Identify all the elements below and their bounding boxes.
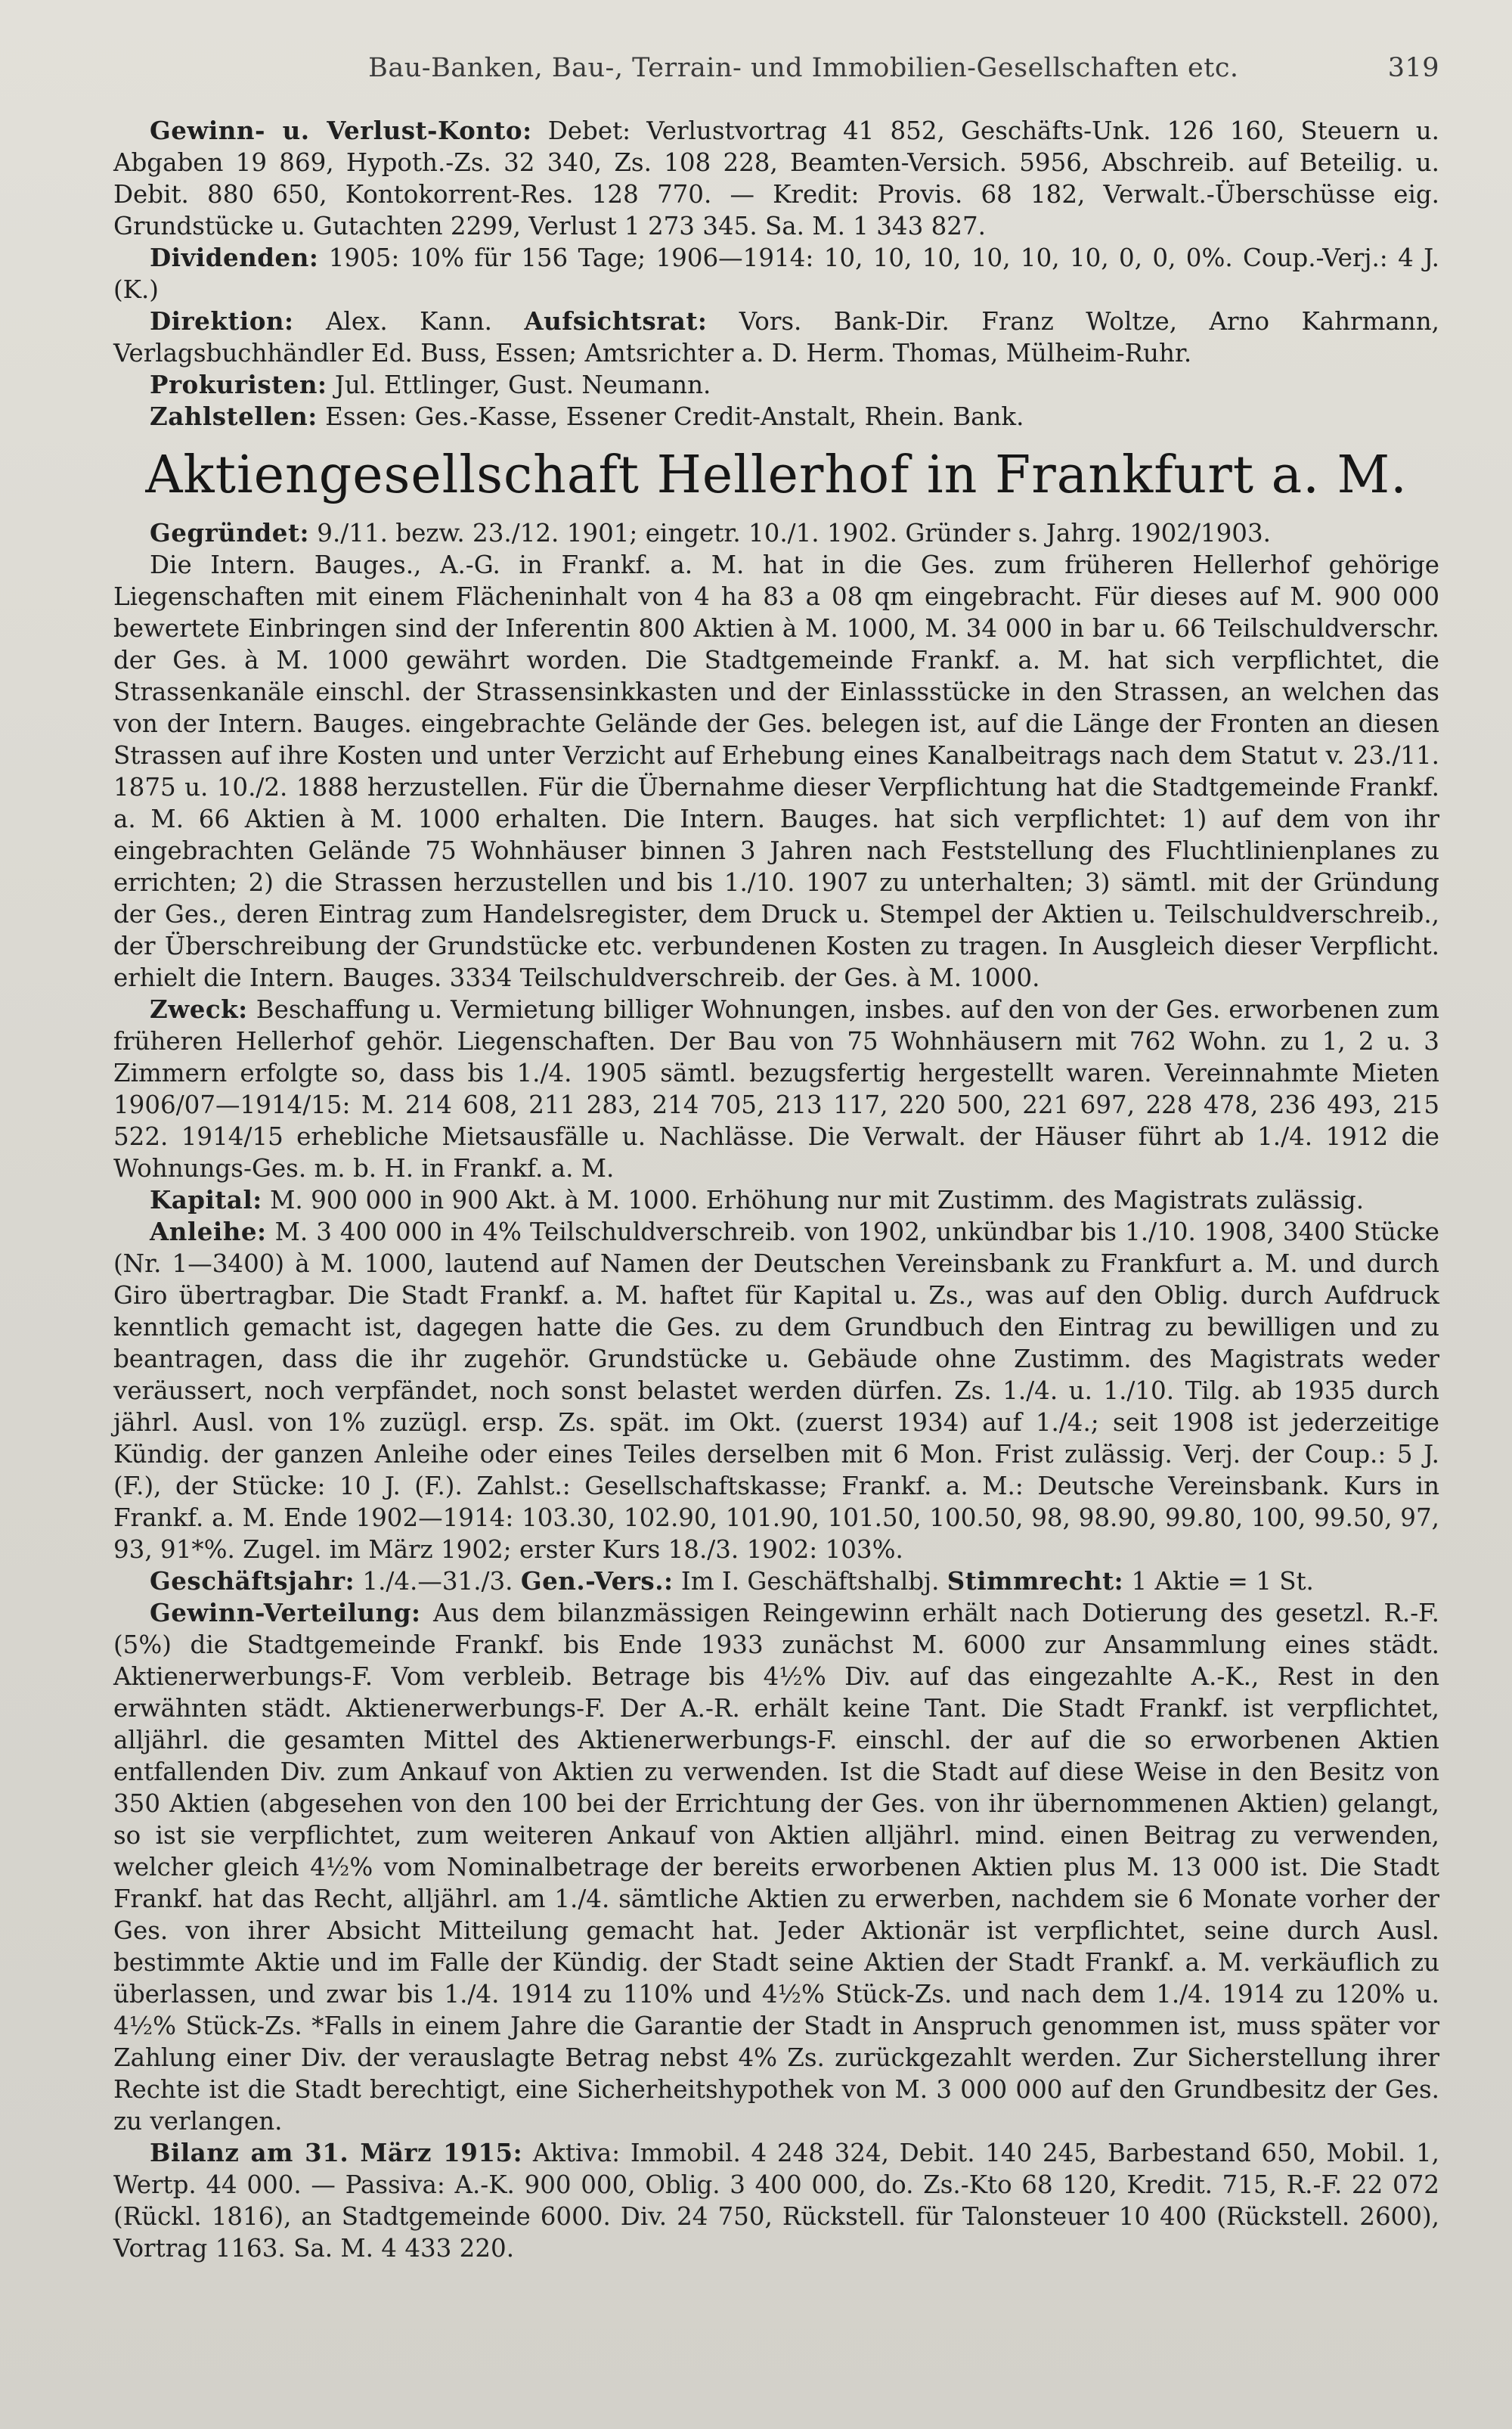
gegruendet-text: 9./11. bezw. 23./12. 1901; eingetr. 10./1. 1902. Gründer s. Jahrg. 1902/1903. [317, 519, 1271, 548]
zahlstellen-text: Essen: Ges.-Kasse, Essener Credit-Anstalt, Rhein. Bank. [325, 402, 1024, 431]
zahlstellen-label: Zahlstellen: [150, 402, 318, 431]
zahlstellen [113, 401, 1439, 433]
dividenden-label: Dividenden: [150, 243, 319, 272]
dividenden [113, 242, 1439, 306]
gegruendet [113, 517, 1439, 549]
company-name: Aktiengesellschaft Hellerhof in Frankfurt a. M. [145, 445, 1408, 505]
prokuristen-label: Prokuristen: [150, 370, 327, 399]
zweck-label: Zweck: [150, 994, 248, 1024]
geschaeftsjahr-text: 1./4.—31./3. [362, 1567, 513, 1596]
bilanz-text: Aktiva: Immobil. 4 248 324, Debit. 140 245, Barbestand 650, Mobil. 1, Wertp. 44 000. — Passiva: A.-K. 900 000, Oblig. 3 400 000, do. Zs.-Kto 68 120, Kredit. 715, R.-F. 22 072 (Rückl. 1816), an Stadtgemeinde 6000. Div. 24 750, Rückstell. für Talonsteuer 10 400 (Rückstell. 2600), Vortrag 1163. Sa. M. 4 433 220. [113, 2139, 1439, 2263]
kapital [113, 1184, 1439, 1216]
bilanz-label: Bilanz am 31. März 1915: [150, 2138, 523, 2167]
direktion-text: Alex. Kann. [325, 307, 492, 336]
zweck [113, 994, 1439, 1184]
geschaeftsjahr-label: Geschäftsjahr: [150, 1566, 355, 1596]
stimmrecht-text: 1 Aktie = 1 St. [1131, 1567, 1314, 1596]
anleihe-text: M. 3 400 000 in 4% Teilschuldverschreib. von 1902, unkündbar bis 1./10. 1908, 3400 Stücke (Nr. 1—3400) à M. 1000, lautend auf Namen der Deutschen Vereinsbank zu Frankfurt a. M. und durch Giro übertragbar. Die Stadt Frankf. a. M. haftet für Kapital u. Zs., was auf den Oblig. durch Aufdruck kenntlich gemacht ist, dagegen hatte die Ges. zu dem Grundbuch den Eintrag zu bewilligen und zu beantragen, dass die ihr zugehör. Grundstücke u. Gebäude ohne Zustimm. des Magistrats weder veräussert, noch verpfändet, noch sonst belastet werden dürfen. Zs. 1./4. u. 1./10. Tilg. ab 1935 durch jährl. Ausl. von 1% zuzügl. ersp. Zs. spät. im Okt. (zuerst 1934) auf 1./4.; seit 1908 ist jederzeitige Kündig. der ganzen Anleihe oder eines Teiles derselben mit 6 Mon. Frist zulässig. Verj. der Coup.: 5 J. (F.), der Stücke: 10 J. (F.). Zahlst.: Gesellschaftskasse; Frankf. a. M.: Deutsche Vereinsbank. Kurs in Frankf. a. M. Ende 1902—1914: 103.30, 102.90, 101.90, 101.50, 100.50, 98, 98.90, 99.80, 100, 99.50, 97, 93, 91*%. Zugel. im März 1902; erster Kurs 18./3. 1902: 103%. [113, 1218, 1439, 1564]
page-number: 319 [1387, 53, 1439, 83]
bilanz [113, 2137, 1439, 2264]
stimmrecht-label: Stimmrecht: [947, 1566, 1124, 1596]
geschaeftsjahr-line [113, 1565, 1439, 1597]
intro-paragraph: Die Intern. Bauges., A.-G. in Frankf. a. M. hat in die Ges. zum früheren Hellerhof gehörige Liegenschaften mit einem Flächeninhalt von 4 ha 83 a 08 qm eingebracht. Für dieses auf M. 900 000 bewertete Einbringen sind der Inferentin 800 Aktien à M. 1000, M. 34 000 in bar u. 66 Teilschuldverschr. der Ges. à M. 1000 gewährt worden. Die Stadtgemeinde Frankf. a. M. hat sich verpflichtet, die Strassenkanäle einschl. der Strassensinkkasten und der Einlassstücke in den Strassen, an welchen das von der Intern. Bauges. eingebrachte Gelände der Ges. belegen ist, auf die Länge der Fronten an diesen Strassen auf ihre Kosten und unter Verzicht auf Erhebung eines Kanalbeitrags nach dem Statut v. 23./11. 1875 u. 10./2. 1888 herzustellen. Für die Übernahme dieser Verpflichtung hat die Stadtgemeinde Frankf. a. M. 66 Aktien à M. 1000 erhalten. Die Intern. Bauges. hat sich verpflichtet: 1) auf dem von ihr eingebrachten Gelände 75 Wohnhäuser binnen 3 Jahren nach Feststellung des Fluchtlinienplanes zu errichten; 2) die Strassen herzustellen und bis 1./10. 1907 zu unterhalten; 3) sämtl. mit der Gründung der Ges., deren Eintrag zum Handelsregister, dem Druck u. Stempel der Aktien u. Teilschuldverschreib., der Überschreibung der Grundstücke etc. verbundenen Kosten zu tragen. In Ausgleich dieser Verpflicht. erhielt die Intern. Bauges. 3334 Teilschuldverschreib. der Ges. à M. 1000. [113, 551, 1439, 992]
running-title: Bau-Banken, Bau-, Terrain- und Immobilien-Gesellschaften etc. [368, 53, 1239, 83]
gewinn-verteilung [113, 1597, 1439, 2137]
anleihe-label: Anleihe: [150, 1217, 267, 1246]
genvers-label: Gen.-Vers.: [520, 1566, 674, 1596]
zweck-text: Beschaffung u. Vermietung billiger Wohnungen, insbes. auf den von der Ges. erworbenen zum früheren Hellerhof gehör. Liegenschaften. Der Bau von 75 Wohnhäusern mit 762 Wohn. zu 1, 2 u. 3 Zimmern erfolgte so, dass bis 1./4. 1905 sämtl. bezugsfertig hergestellt waren. Vereinnahmte Mieten 1906/07—1914/15: M. 214 608, 211 283, 214 705, 213 117, 220 500, 221 697, 228 478, 236 493, 215 522. 1914/15 erhebliche Mietsausfälle u. Nachlässe. Die Verwalt. der Häuser führt ab 1./4. 1912 die Wohnungs-Ges. m. b. H. in Frankf. a. M. [113, 995, 1439, 1183]
prokuristen [113, 369, 1439, 401]
genvers-text: Im I. Geschäftshalbj. [680, 1567, 940, 1596]
anleihe [113, 1216, 1439, 1565]
direktion-aufsichtsrat [113, 306, 1439, 369]
running-header [113, 53, 1439, 83]
gewinnverteilung-label: Gewinn-Verteilung: [150, 1598, 421, 1627]
gewinn-text: Debet: Verlustvortrag 41 852, Geschäfts-Unk. 126 160, Steuern u. Abgaben 19 869, Hypoth.-Zs. 32 340, Zs. 108 228, Beamten-Versich. 5956, Abschreib. auf Beteilig. u. Debit. 880 650, Kontokorrent-Res. 128 770. — Kredit: Provis. 68 182, Verwalt.-Überschüsse eig. Grundstücke u. Gutachten 2299, Verlust 1 273 345. Sa. M. 1 343 827. [113, 116, 1439, 240]
prokuristen-text: Jul. Ettlinger, Gust. Neumann. [334, 371, 711, 399]
gegruendet-label: Gegründet: [150, 518, 309, 548]
aufsichtsrat-text: Vors. Bank-Dir. Franz Woltze, Arno Kahrmann, Verlagsbuchhändler Ed. Buss, Essen; Amtsrichter a. D. Herm. Thomas, Mülheim-Ruhr. [113, 307, 1439, 368]
gewinn-verlust-konto [113, 115, 1439, 242]
kapital-label: Kapital: [150, 1185, 262, 1214]
kapital-text: M. 900 000 in 900 Akt. à M. 1000. Erhöhung nur mit Zustimm. des Magistrats zulässig. [270, 1186, 1365, 1214]
dividenden-text: 1905: 10% für 156 Tage; 1906—1914: 10, 10, 10, 10, 10, 10, 0, 0, 0%. Coup.-Verj.: 4 J. (K.) [113, 244, 1439, 304]
direktion-label: Direktion: [150, 306, 294, 336]
gewinnverteilung-text: Aus dem bilanzmässigen Reingewinn erhält nach Dotierung des gesetzl. R.-F. (5%) die Stadtgemeinde Frankf. bis Ende 1933 zunächst M. 6000 zur Ansammlung eines städt. Aktienerwerbungs-F. Vom verbleib. Betrage bis 4½% Div. auf das eingezahlte A.-K., Rest in den erwähnten städt. Aktienerwerbungs-F. Der A.-R. erhält keine Tant. Die Stadt Frankf. ist verpflichtet, alljährl. die gesamten Mittel des Aktienerwerbungs-F. einschl. der auf die so erworbenen Aktien entfallenden Div. zum Ankauf von Aktien zu verwenden. Ist die Stadt auf diese Weise in den Besitz von 350 Aktien (abgesehen von den 100 bei der Errichtung der Ges. von ihr übernommenen Aktien) gelangt, so ist sie verpflichtet, zum weiteren Ankauf von Aktien alljährl. mind. einen Beitrag zu verwenden, welcher gleich 4½% vom Nominalbetrage der bereits erworbenen Aktien plus M. 13 000 ist. Die Stadt Frankf. hat das Recht, alljährl. am 1./4. sämtliche Aktien zu erwerben, nachdem sie 6 Monate vorher der Ges. von ihrer Absicht Mitteilung gemacht hat. Jeder Aktionär ist verpflichtet, seine durch Ausl. bestimmte Aktie und im Falle der Kündig. der Stadt seine Aktien der Stadt Frankf. a. M. verkäuflich zu überlassen, und zwar bis 1./4. 1914 zu 110% und 4½% Stück-Zs. und nach dem 1./4. 1914 zu 120% u. 4½% Stück-Zs. *Falls in einem Jahre die Garantie der Stadt in Anspruch genommen ist, muss später vor Zahlung einer Div. der verauslagte Betrag nebst 4% Zs. zurückgezahlt werden. Zur Sicherstellung ihrer Rechte ist die Stadt berechtigt, eine Sicherheitshypothek von M. 3 000 000 auf den Grundbesitz der Ges. zu verlangen. [113, 1599, 1439, 2136]
aufsichtsrat-label: Aufsichtsrat: [524, 306, 708, 336]
gewinn-label: Gewinn- u. Verlust-Konto: [150, 116, 532, 145]
